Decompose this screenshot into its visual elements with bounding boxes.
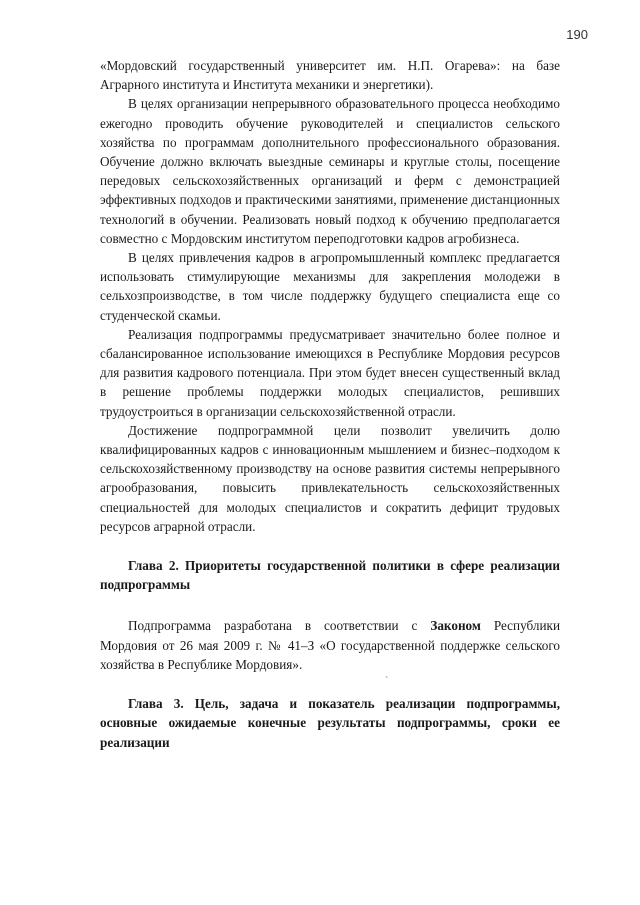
chapter-2-text-before: Подпрограмма разработана в соответствии с (128, 618, 431, 634)
paragraph-continuation: «Мордовский государственный университет им. Н.П. Огарева»: на базе Аграрного института и Института механики и энергетики). (100, 58, 560, 93)
scan-mark: ` (385, 676, 389, 687)
document-body (100, 56, 560, 752)
page-number: 190 (566, 27, 588, 42)
chapter-2-text-after: Республики Мордовия от 26 мая 2009 г. № 41–З «О государственной поддержке сельского хозяйства в Республике Мордовия». (100, 618, 560, 672)
paragraph-personnel: В целях привлечения кадров в агропромышленный комплекс предлагается использовать стимулирующие механизмы для закрепления молодежи в сельхозпроизводстве, в том числе поддержку будущего специалиста еще со студенческой скамьи. (100, 250, 560, 323)
paragraph-implementation: Реализация подпрограммы предусматривает значительно более полное и сбалансированное использование имеющихся в Республике Мордовия ресурсов для развития кадрового потенциала. При этом будет внесен существенный вклад в решение проблемы поддержки молодых специалистов, решивших трудоустроиться в организации сельскохозяйственной отрасли. (100, 326, 560, 419)
chapter-2-heading: Глава 2. Приоритеты государственной политики в сфере реализации подпрограммы (100, 558, 560, 593)
chapter-3-heading: Глава 3. Цель, задача и показатель реализации подпрограммы, основные ожидаемые конечные результаты подпрограммы, сроки ее реализации (100, 696, 560, 750)
chapter-2-paragraph (100, 616, 560, 674)
law-reference: Законом (430, 618, 481, 634)
paragraph-training: В целях организации непрерывного образовательного процесса необходимо ежегодно проводить обучение руководителей и специалистов сельского хозяйства по программам дополнительного профессионального образования. Обучение должно включать выездные семинары и круглые столы, посещение передовых сельскохозяйственных организаций и ферм с демонстрацией эффективных подходов и практическими занятиями, применение дистанционных технологий в обучении. Реализовать новый подход к обучению предполагается совместно с Мордовским институтом переподготовки кадров агробизнеса. (100, 96, 560, 246)
paragraph-goal-achievement: Достижение подпрограммной цели позволит увеличить долю квалифицированных кадров с инновационным мышлением и бизнес–подходом к сельскохозяйственному производству на основе развития системы непрерывного агрообразования, повысить привлекательность сельскохозяйственных специальностей для молодых специалистов и сократить дефицит трудовых ресурсов аграрной отрасли. (100, 422, 560, 534)
